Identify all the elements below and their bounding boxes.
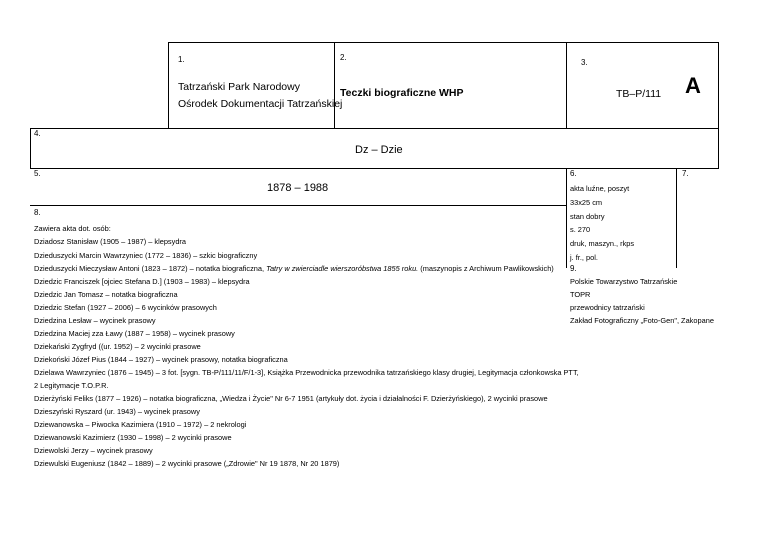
- person-entry: Dzierżyński Feliks (1877 – 1926) – notatka biograficzna, „Wiedza i Życie" Nr 6-7 1951 (artykuły dot. życia i działalności F. Dzierżyńskiego), 2 wycinki prasowe: [34, 394, 548, 403]
- years-range: 1878 – 1988: [267, 182, 329, 194]
- section8-number: 8.: [34, 208, 41, 217]
- section6-left-border: [566, 168, 567, 268]
- box1-left-border: [168, 42, 169, 128]
- signature: TB–P/111: [616, 88, 662, 100]
- person-entry: Dzielawa Wawrzyniec (1876 – 1945) – 3 fot. [sygn. TB-P/111/11/F/1-3], Książka Przewodnicka przewodnika tatrzańskiego klasy drugiej, Legitymacja członkowska PTT,: [34, 368, 579, 377]
- physical-item: s. 270: [570, 225, 591, 234]
- top-border: [168, 42, 718, 43]
- entry-note: (maszynopis z Archiwum Pawlikowskich): [418, 264, 554, 273]
- box3-left-border: [566, 42, 567, 128]
- section5-number: 5.: [34, 169, 41, 178]
- person-entry: Dziekoński Józef Pius (1844 – 1927) – wycinek prasowy, notatka biograficzna: [34, 355, 288, 364]
- entry-italic-title: Tatry w zwierciadle wierszoróbstwa 1855 roku.: [266, 264, 419, 273]
- letter-mark: A: [685, 73, 701, 98]
- person-entry: Dziedzina Lesław – wycinek prasowy: [34, 316, 156, 325]
- institution-department: Ośrodek Dokumentacji Tatrzańskiej: [178, 98, 343, 110]
- institution-name: Tatrzański Park Narodowy: [178, 81, 300, 93]
- physical-item: j. fr., pol.: [570, 253, 598, 262]
- header-right-border: [718, 42, 719, 128]
- contents-intro: Zawiera akta dot. osób:: [34, 224, 111, 233]
- section7-number: 7.: [682, 169, 689, 178]
- person-entry: Dziewanowska – Piwocka Kazimiera (1910 – 1972) – 2 nekrologi: [34, 420, 247, 429]
- section5-bottom-border: [30, 205, 566, 206]
- section6-number: 6.: [570, 169, 577, 178]
- section4-bottom-border: [30, 168, 719, 169]
- range-label: Dz – Dzie: [355, 144, 403, 156]
- person-entry: Dzieduszycki Marcin Wawrzyniec (1772 – 1836) – szkic biograficzny: [34, 251, 258, 260]
- person-entry: Dzieszyński Ryszard (ur. 1943) – wycinek prasowy: [34, 407, 200, 416]
- collection-title: Teczki biograficzne WHP: [340, 87, 464, 99]
- box2-number: 2.: [340, 53, 347, 62]
- section4-number: 4.: [34, 129, 41, 138]
- person-entry: Dziedzina Maciej zza Ławy (1887 – 1958) – wycinek prasowy: [34, 329, 235, 338]
- entry-text: Dzieduszycki Mieczysław Antoni (1823 – 1872) – notatka biograficzna,: [34, 264, 267, 273]
- keyword-item: Zakład Fotograficzny „Foto-Gen", Zakopane: [570, 316, 714, 325]
- keyword-item: TOPR: [570, 290, 591, 299]
- header-bottom-border: [30, 128, 719, 129]
- person-entry: Dziadosz Stanisław (1905 – 1987) – klepsydra: [34, 237, 187, 246]
- person-entry: Dziewanowski Kazimierz (1930 – 1998) – 2 wycinki prasowe: [34, 433, 232, 442]
- physical-item: akta luźne, poszyt: [570, 184, 630, 193]
- box1-number: 1.: [178, 55, 185, 64]
- box1-right-border: [334, 42, 335, 128]
- left-border: [30, 128, 31, 168]
- physical-item: druk, maszyn., rkps: [570, 239, 635, 248]
- keyword-item: przewodnicy tatrzański: [570, 303, 645, 312]
- person-entry: Dziekański Zygfryd ((ur. 1952) – 2 wycinki prasowe: [34, 342, 201, 351]
- keyword-item: Polskie Towarzystwo Tatrzańskie: [570, 277, 678, 286]
- physical-item: 33x25 cm: [570, 198, 603, 207]
- physical-item: stan dobry: [570, 212, 605, 221]
- person-entry: Dziedzic Stefan (1927 – 2006) – 6 wycinków prasowych: [34, 303, 217, 312]
- section9-number: 9.: [570, 264, 577, 273]
- person-entry: [34, 264, 554, 273]
- person-entry: Dziewolski Jerzy – wycinek prasowy: [34, 446, 153, 455]
- person-entry: Dziewulski Eugeniusz (1842 – 1889) – 2 wycinki prasowe („Zdrowie" Nr 19 1878, Nr 20 1879): [34, 459, 340, 468]
- person-entry: Dziedzic Franciszek [ojciec Stefana D.] (1903 – 1983) – klepsydra: [34, 277, 250, 286]
- person-entry: 2 Legitymacje T.O.P.R.: [34, 381, 109, 390]
- section7-left-border: [676, 168, 677, 268]
- box3-number: 3.: [581, 58, 588, 67]
- person-entry: Dziedzic Jan Tomasz – notatka biograficzna: [34, 290, 178, 299]
- right-border: [718, 128, 719, 168]
